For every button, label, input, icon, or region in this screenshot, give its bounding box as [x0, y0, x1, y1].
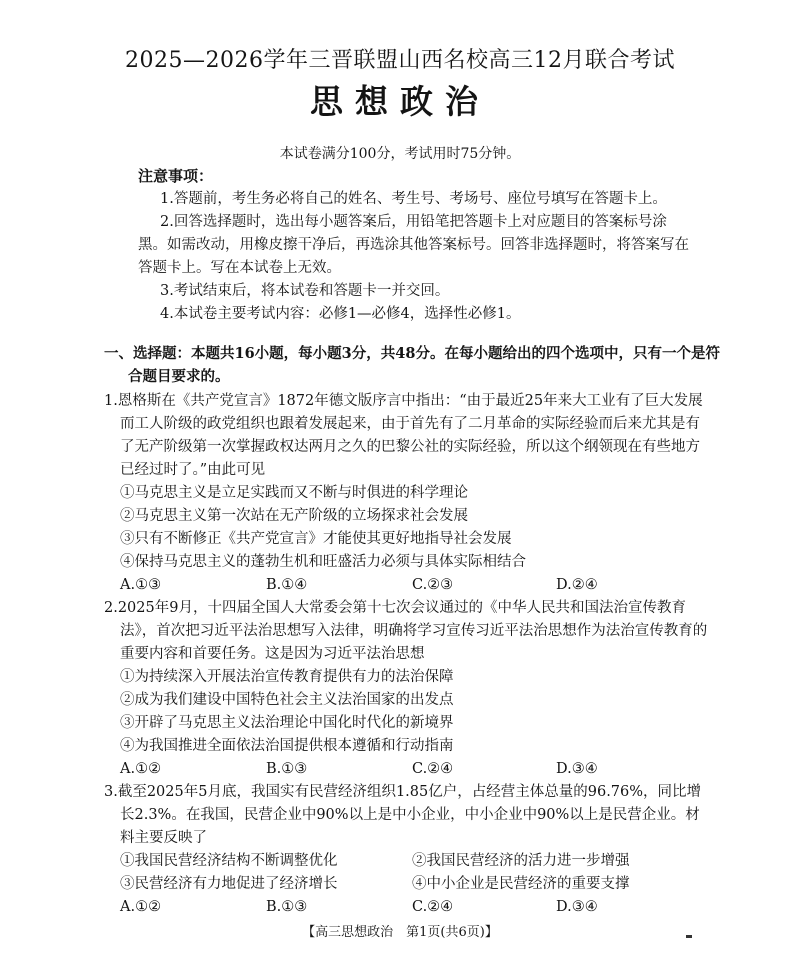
statement-item: ④为我国推进全面依法治国提供根本遵循和行动指南: [120, 738, 454, 754]
question-stem: 已经过时了。”由此可见: [120, 462, 266, 478]
notice-line: 黑。如需改动，用橡皮擦干净后，再选涂其他答案标号。回答非选择题时，将答案写在: [138, 237, 689, 253]
question-stem: 1.恩格斯在《共产党宣言》1872年德文版序言中指出：“由于最近25年来大工业有了巨大发展: [104, 393, 703, 409]
statement-item: ③开辟了马克思主义法治理论中国化时代化的新境界: [120, 715, 454, 731]
answer-option: D.③④: [556, 899, 598, 915]
notice-line: 4.本试卷主要考试内容：必修1—必修4，选择性必修1。: [160, 306, 521, 322]
statement-item: ④中小企业是民营经济的重要支撑: [412, 876, 630, 892]
statement-item: ①为持续深入开展法治宣传教育提供有力的法治保障: [120, 669, 454, 685]
notice-line: 2.回答选择题时，选出每小题答案后，用铅笔把答题卡上对应题目的答案标号涂: [160, 214, 667, 230]
notice-heading: 注意事项：: [138, 167, 214, 185]
question-stem: 重要内容和首要任务。这是因为习近平法治思想: [120, 646, 425, 662]
question-stem: 了无产阶级第一次掌握政权达两月之久的巴黎公社的实际经验，所以这个纲领现在有些地方: [120, 439, 700, 455]
notice-line: 答题卡上。写在本试卷上无效。: [138, 260, 341, 276]
notice-line: 1.答题前，考生务必将自己的姓名、考生号、考场号、座位号填写在答题卡上。: [160, 191, 667, 207]
question-stem: 2.2025年9月，十四届全国人大常委会第十七次会议通过的《中华人民共和国法治宣传教育: [104, 600, 686, 616]
score-info: 本试卷满分100分，考试用时75分钟。: [279, 146, 521, 162]
question-stem: 3.截至2025年5月底，我国实有民营经济组织1.85亿户，占经营主体总量的96.76%，同比增: [104, 784, 702, 800]
scan-mark: [686, 935, 692, 938]
answer-option: C.②③: [412, 577, 454, 593]
answer-option: A.①②: [120, 761, 162, 777]
answer-option: B.①③: [266, 899, 308, 915]
subject-heading: 思想政治: [310, 82, 490, 121]
statement-item: ④保持马克思主义的蓬勃生机和旺盛活力必须与具体实际相结合: [120, 554, 526, 570]
question-stem: 长2.3%。在我国，民营企业中90%以上是中小企业，中小企业中90%以上是民营企业。材: [120, 807, 700, 823]
answer-option: B.①③: [266, 761, 308, 777]
exam-title: 2025—2026学年三晋联盟山西名校高三12月联合考试: [125, 48, 675, 73]
answer-option: B.①④: [266, 577, 308, 593]
statement-item: ③民营经济有力地促进了经济增长: [120, 876, 338, 892]
statement-item: ②马克思主义第一次站在无产阶级的立场探求社会发展: [120, 508, 468, 524]
answer-option: C.②④: [412, 761, 454, 777]
statement-item: ①我国民营经济结构不断调整优化: [120, 853, 338, 869]
page-footer: 【高三思想政治 第1页(共6页)】: [302, 925, 498, 940]
answer-option: A.①②: [120, 899, 162, 915]
answer-option: C.②④: [412, 899, 454, 915]
statement-item: ②我国民营经济的活力进一步增强: [412, 853, 630, 869]
statement-item: ①马克思主义是立足实践而又不断与时俱进的科学理论: [120, 485, 468, 501]
question-stem: 而工人阶级的政党组织也跟着发展起来，由于首先有了二月革命的实际经验而后来尤其是有: [120, 416, 700, 432]
section-heading: 一、选择题：本题共16小题，每小题3分，共48分。在每小题给出的四个选项中，只有一个是符: [104, 345, 720, 362]
notice-line: 3.考试结束后，将本试卷和答题卡一并交回。: [160, 283, 450, 299]
question-stem: 法》，首次把习近平法治思想写入法律，明确将学习宣传习近平法治思想作为法治宣传教育的: [120, 623, 708, 639]
section-heading-cont: 合题目要求的。: [128, 368, 230, 385]
answer-option: D.③④: [556, 761, 598, 777]
answer-option: D.②④: [556, 577, 598, 593]
statement-item: ②成为我们建设中国特色社会主义法治国家的出发点: [120, 692, 454, 708]
answer-option: A.①③: [120, 577, 162, 593]
statement-item: ③只有不断修正《共产党宣言》才能使其更好地指导社会发展: [120, 531, 512, 547]
question-stem: 料主要反映了: [120, 830, 207, 846]
